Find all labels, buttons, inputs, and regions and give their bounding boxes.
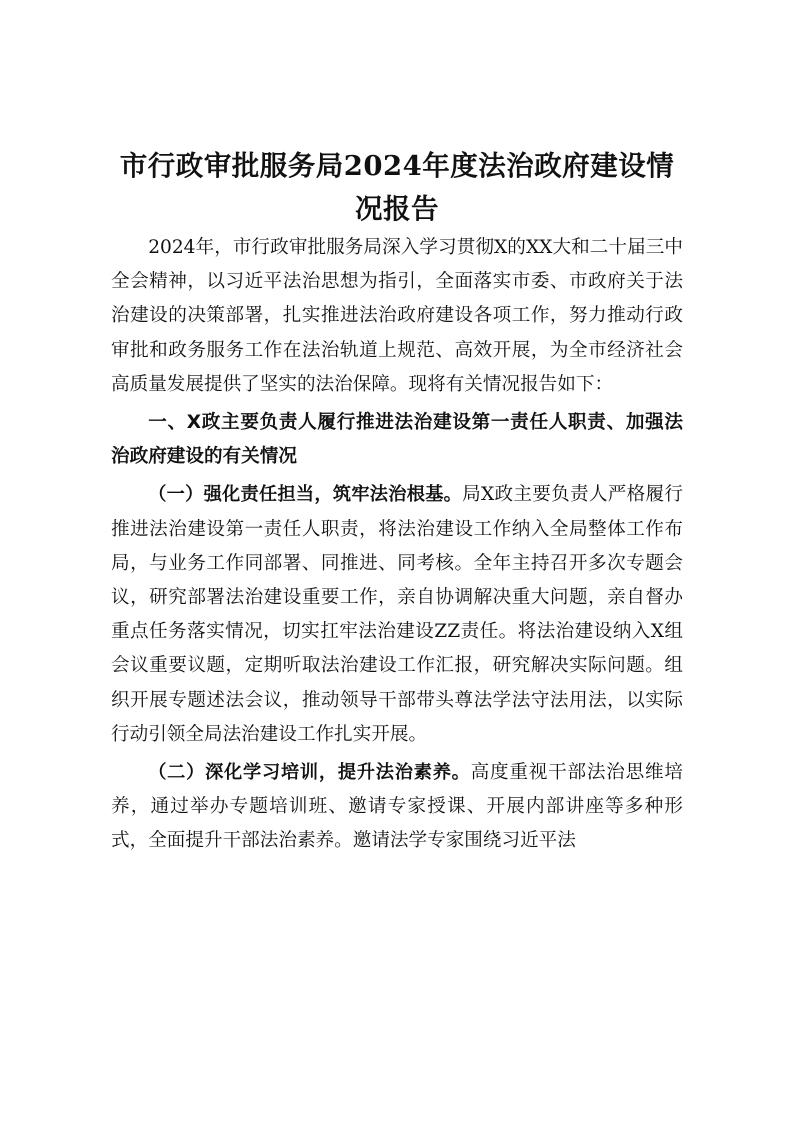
item-paragraph-1	[111, 478, 683, 752]
section-heading: 一、X政主要负责人履行推进法治建设第一责任人职责、加强法治政府建设的有关情况	[111, 412, 683, 468]
item-body-2: 高度重视干部法治思维培养，通过举办专题培训班、邀请专家授课、开展内部讲座等多种形式，全面提升干部法治素养。邀请法学专家围绕习近平法	[111, 762, 683, 852]
document-title: 市行政审批服务局2024年度法治政府建设情况报告	[119, 150, 675, 225]
item-lead-2: （二）深化学习培训，提升法治素养。	[148, 762, 471, 784]
intro-paragraph: 2024年，市行政审批服务局深入学习贯彻X的XX大和二十届三中全会精神，以习近平法治思想为指引，全面落实市委、市政府关于法治建设的决策部署，扎实推进法治政府建设各项工作，努力推动行政审批和政务服务工作在法治轨道上规范、高效开展，为全市经济社会高质量发展提供了坚实的法治保障。现将有关情况报告如下：	[111, 237, 683, 395]
document-body	[111, 145, 683, 859]
item-body-1: 局X政主要负责人严格履行推进法治建设第一责任人职责，将法治建设工作纳入全局整体工作布局，与业务工作同部署、同推进、同考核。全年主持召开多次专题会议，研究部署法治建设重要工作，亲自协调解决重大问题，亲自督办重点任务落实情况，切实扛牢法治建设ZZ责任。将法治建设纳入X组会议重要议题，定期听取法治建设工作汇报，研究解决实际问题。组织开展专题述法会议，推动领导干部带头尊法学法守法用法，以实际行动引领全局法治建设工作扎实开展。	[111, 484, 683, 745]
item-lead-1: （一）强化责任担当，筑牢法治根基。	[148, 484, 463, 506]
item-paragraph-2	[111, 756, 683, 859]
